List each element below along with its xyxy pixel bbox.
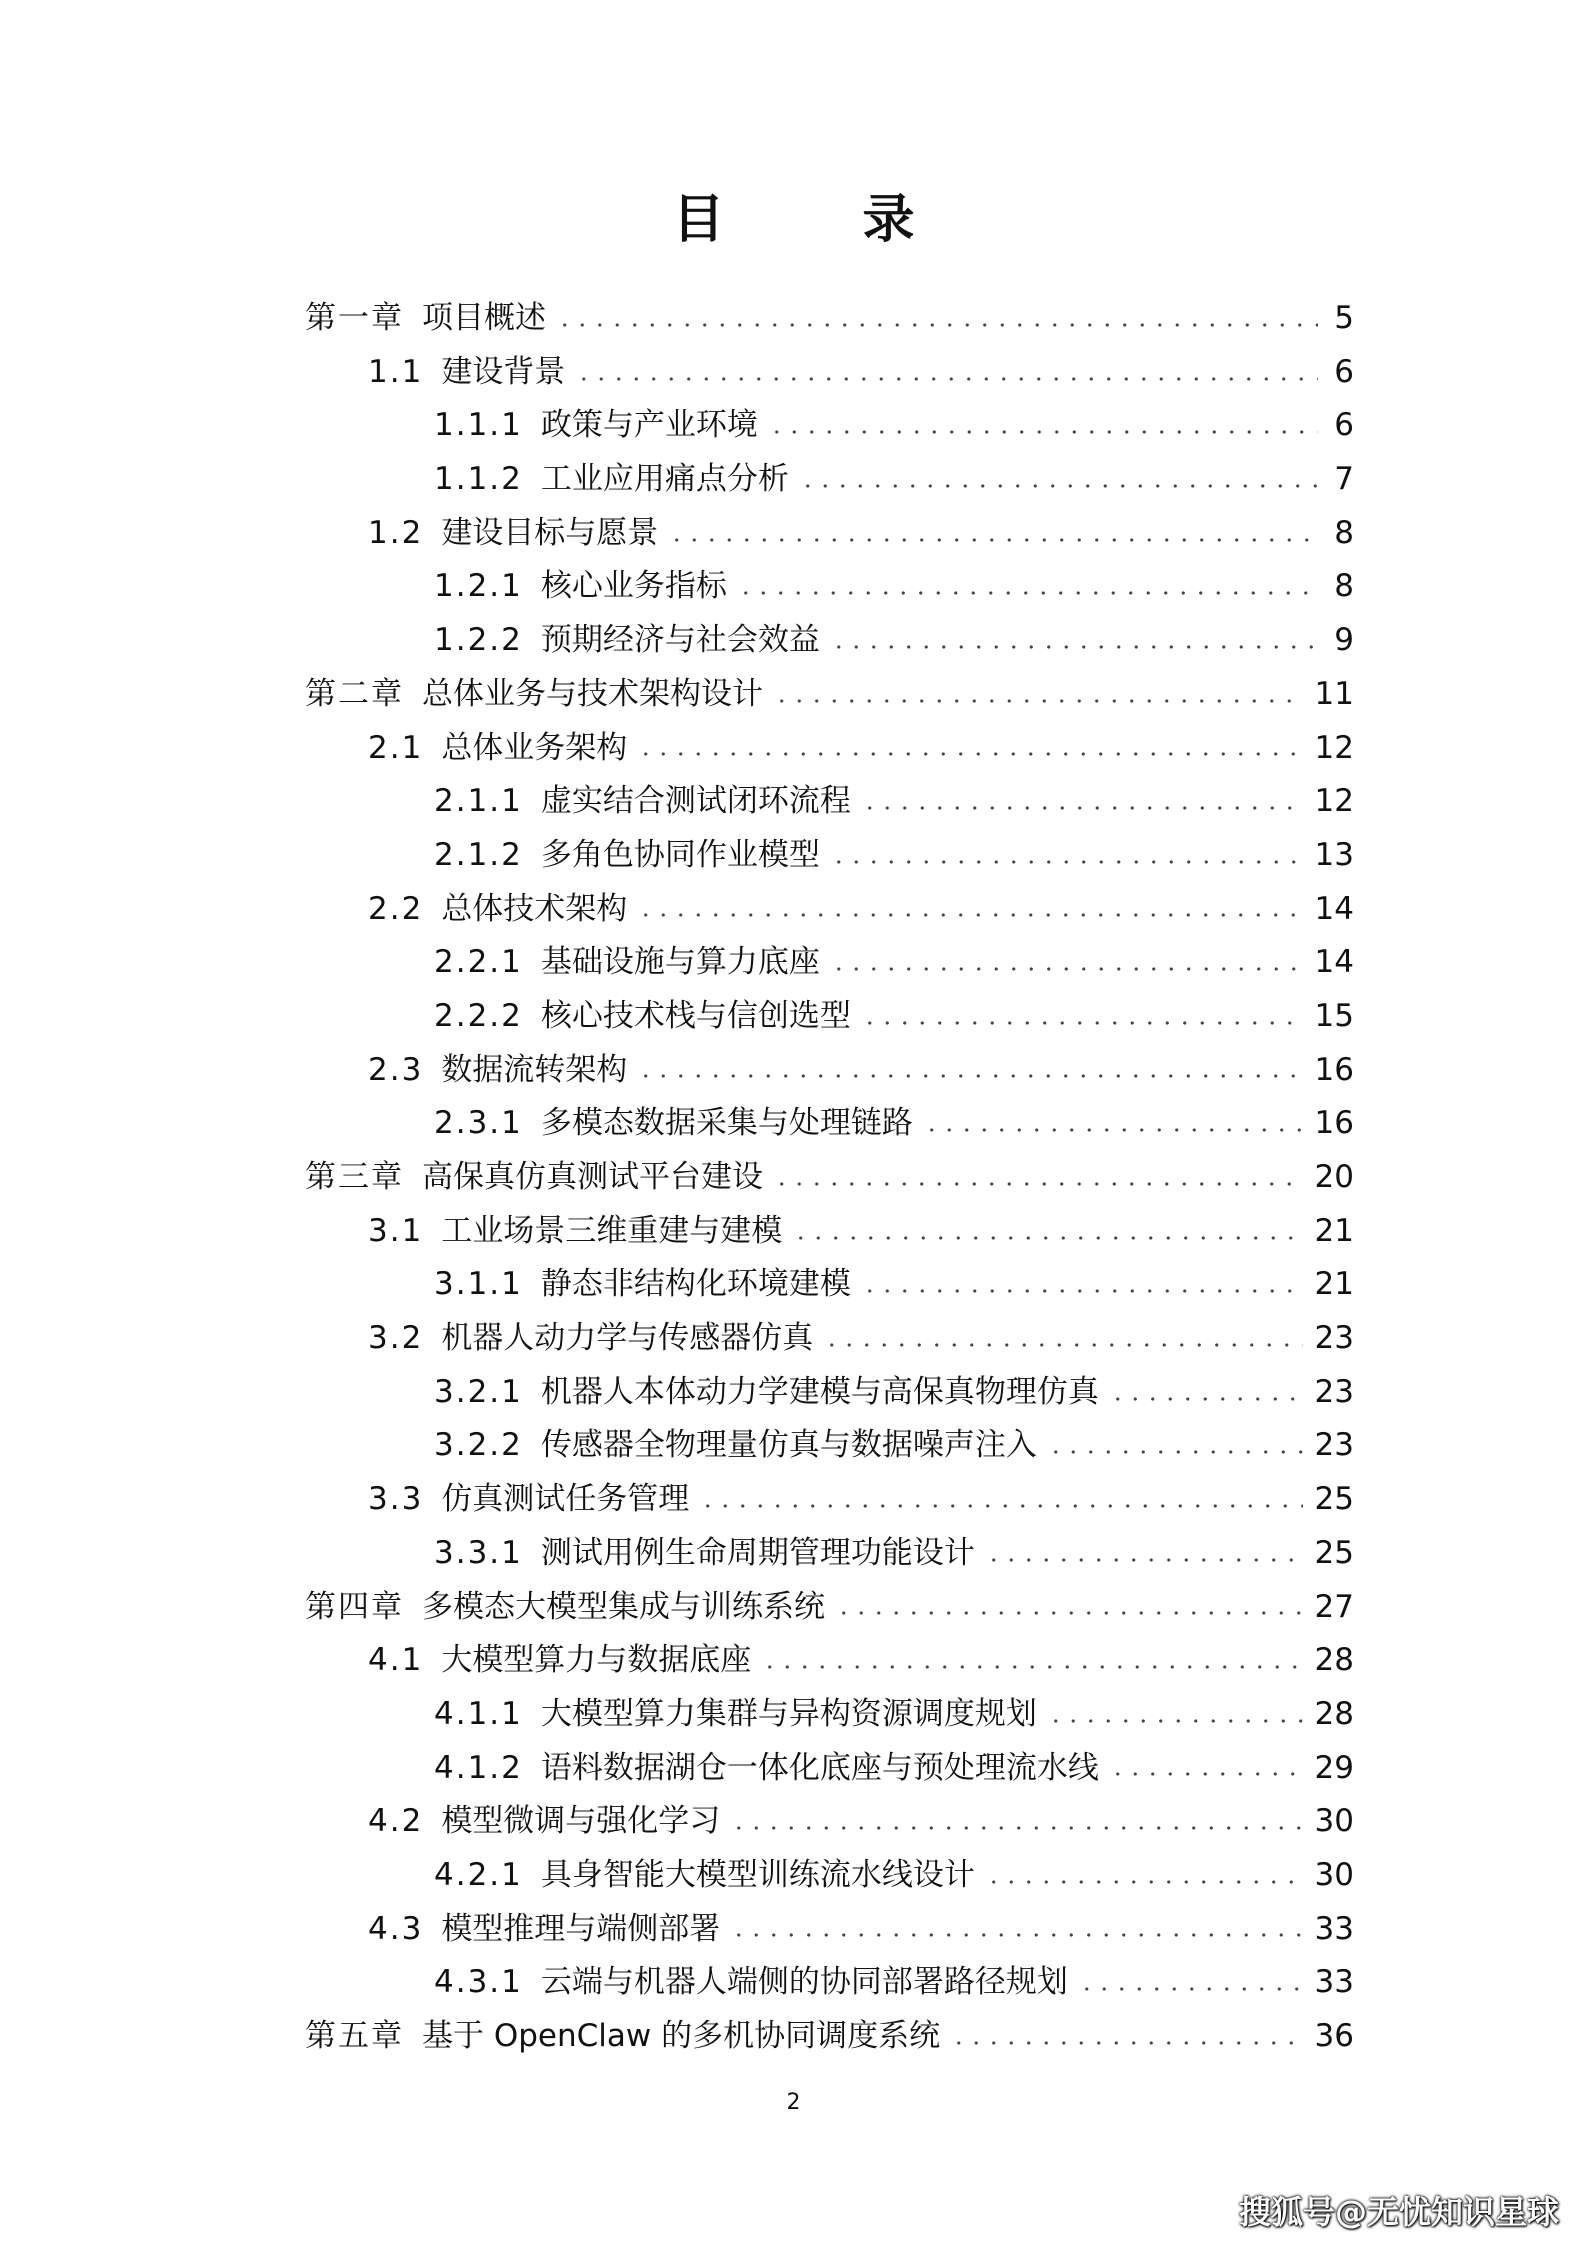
dot-leader	[861, 1286, 1303, 1296]
toc-entry-page: 9	[1334, 622, 1354, 659]
toc-entry-number: 3.1	[368, 1212, 424, 1249]
toc-entry[interactable]	[305, 1688, 1354, 1742]
toc-entry-number: 第四章	[305, 1588, 404, 1625]
toc-entry-page: 8	[1334, 514, 1354, 551]
toc-entry-label: 具身智能大模型训练流水线设计	[540, 1856, 975, 1893]
dot-leader	[792, 1233, 1302, 1243]
toc-entry-page: 7	[1334, 461, 1354, 498]
dot-leader	[950, 2038, 1302, 2048]
toc-entry-label: 工业场景三维重建与建模	[441, 1212, 783, 1249]
toc-entry-label: 政策与产业环境	[540, 407, 758, 444]
toc-entry-page: 30	[1314, 1856, 1354, 1893]
toc-entry[interactable]	[305, 1849, 1354, 1903]
toc-entry[interactable]	[305, 1312, 1354, 1366]
toc-entry-page: 33	[1314, 1910, 1354, 1947]
toc-entry-label: 核心业务指标	[540, 568, 727, 605]
dot-leader	[1109, 1769, 1303, 1779]
toc-entry[interactable]	[305, 453, 1354, 507]
toc-entry[interactable]	[305, 346, 1354, 400]
toc-entry-number: 1.2	[368, 514, 424, 551]
toc-entry-number: 4.1.1	[434, 1695, 523, 1732]
toc-entry-label: 仿真测试任务管理	[441, 1481, 690, 1518]
toc-entry-page: 15	[1314, 997, 1354, 1034]
toc-entry-page: 23	[1314, 1320, 1354, 1357]
toc-entry-label: 总体技术架构	[441, 890, 628, 927]
toc-entry-number: 第二章	[305, 675, 404, 712]
toc-entry[interactable]	[305, 1205, 1354, 1259]
toc-entry-page: 8	[1334, 568, 1354, 605]
toc-entry-label: 机器人本体动力学建模与高保真物理仿真	[540, 1373, 1099, 1410]
toc-entry-number: 3.1.1	[434, 1266, 523, 1303]
toc-entry-page: 23	[1314, 1427, 1354, 1464]
dot-leader	[773, 696, 1303, 706]
toc-entry[interactable]	[305, 1366, 1354, 1420]
toc-entry[interactable]	[305, 1742, 1354, 1796]
toc-entry-number: 第三章	[305, 1159, 404, 1195]
toc-entry-number: 2.2.2	[434, 997, 523, 1034]
toc-entry-page: 12	[1314, 729, 1354, 766]
toc-entry-page: 28	[1314, 1695, 1354, 1732]
dot-leader	[699, 1501, 1302, 1511]
toc-entry[interactable]	[305, 1956, 1354, 2010]
dot-leader	[761, 1662, 1302, 1672]
toc-entry-page: 16	[1314, 1105, 1354, 1142]
toc-entry-number: 第五章	[305, 2018, 404, 2054]
toc-entry[interactable]	[305, 507, 1354, 561]
toc-entry[interactable]	[305, 1634, 1354, 1688]
table-of-contents	[305, 292, 1354, 2064]
page-number: 2	[786, 2090, 801, 2115]
toc-entry-number: 1.1	[368, 353, 424, 390]
toc-entry-page: 11	[1314, 675, 1354, 712]
dot-leader	[1047, 1447, 1303, 1457]
toc-entry-page: 21	[1314, 1266, 1354, 1303]
toc-entry-label: 核心技术栈与信创选型	[540, 997, 851, 1034]
toc-entry[interactable]	[305, 1258, 1354, 1312]
toc-entry-label: 项目概述	[422, 300, 546, 336]
toc-entry-label: 静态非结构化环境建模	[540, 1266, 851, 1303]
toc-entry-page: 13	[1314, 836, 1354, 873]
toc-entry-page: 21	[1314, 1212, 1354, 1249]
toc-entry[interactable]	[305, 990, 1354, 1044]
toc-entry-page: 36	[1314, 2018, 1354, 2054]
toc-entry[interactable]	[305, 1527, 1354, 1581]
toc-entry-number: 2.1	[368, 729, 424, 766]
toc-entry-label: 多模态数据采集与处理链路	[540, 1105, 913, 1142]
dot-leader	[773, 1179, 1303, 1189]
toc-entry[interactable]	[305, 1419, 1354, 1473]
toc-entry[interactable]	[305, 1044, 1354, 1098]
dot-leader	[1047, 1716, 1303, 1726]
toc-entry-page: 5	[1334, 300, 1354, 336]
toc-entry-page: 20	[1314, 1159, 1354, 1195]
toc-entry-number: 1.2.2	[434, 622, 523, 659]
toc-entry[interactable]	[305, 883, 1354, 937]
toc-entry[interactable]	[305, 560, 1354, 614]
toc-entry-label: 总体业务与技术架构设计	[422, 675, 763, 712]
toc-entry-label: 模型推理与端侧部署	[441, 1910, 721, 1947]
page-title: 目 录	[672, 190, 975, 250]
toc-entry-page: 23	[1314, 1373, 1354, 1410]
dot-leader	[668, 535, 1318, 545]
toc-entry-label: 语料数据湖仓一体化底座与预处理流水线	[540, 1749, 1099, 1786]
dot-leader	[730, 1823, 1302, 1833]
toc-entry-number: 4.2.1	[434, 1856, 523, 1893]
dot-leader	[799, 481, 1318, 491]
toc-entry-page: 6	[1334, 407, 1354, 444]
toc-entry-number: 2.3	[368, 1051, 424, 1088]
toc-entry-label: 工业应用痛点分析	[540, 461, 789, 498]
toc-entry[interactable]	[305, 1473, 1354, 1527]
dot-leader	[1078, 1984, 1303, 1994]
dot-leader	[861, 803, 1303, 813]
toc-entry-number: 4.2	[368, 1803, 424, 1840]
toc-entry-number: 1.2.1	[434, 568, 523, 605]
toc-entry-label: 模型微调与强化学习	[441, 1803, 721, 1840]
dot-leader	[637, 1071, 1302, 1081]
toc-entry-page: 29	[1314, 1749, 1354, 1786]
toc-entry-number: 3.3	[368, 1481, 424, 1518]
toc-entry-number: 3.3.1	[434, 1534, 523, 1571]
dot-leader	[737, 588, 1318, 598]
dot-leader	[985, 1555, 1303, 1565]
toc-entry-label: 传感器全物理量仿真与数据噪声注入	[540, 1427, 1037, 1464]
toc-entry-number: 2.2.1	[434, 944, 523, 981]
toc-entry-number: 2.2	[368, 890, 424, 927]
toc-entry-page: 6	[1334, 353, 1354, 390]
watermark: 搜狐号@无忧知识星球	[1238, 2193, 1559, 2231]
toc-entry-label: 多角色协同作业模型	[540, 836, 820, 873]
toc-entry[interactable]	[305, 722, 1354, 776]
toc-entry-label: 虚实结合测试闭环流程	[540, 783, 851, 820]
toc-entry-number: 4.3	[368, 1910, 424, 1947]
toc-entry[interactable]	[305, 1581, 1354, 1635]
toc-entry-label: 云端与机器人端侧的协同部署路径规划	[540, 1964, 1068, 2001]
toc-entry[interactable]	[305, 399, 1354, 453]
dot-leader	[830, 642, 1318, 652]
toc-entry[interactable]	[305, 1795, 1354, 1849]
toc-entry-number: 1.1.2	[434, 461, 523, 498]
dot-leader	[985, 1877, 1303, 1887]
dot-leader	[830, 964, 1303, 974]
dot-leader	[768, 427, 1318, 437]
dot-leader	[861, 1018, 1303, 1028]
toc-entry-label: 总体业务架构	[441, 729, 628, 766]
toc-entry-number: 4.1	[368, 1642, 424, 1679]
dot-leader	[835, 1608, 1303, 1618]
toc-entry-page: 28	[1314, 1642, 1354, 1679]
toc-entry-label: 建设背景	[441, 353, 566, 390]
toc-entry-number: 2.1.2	[434, 836, 523, 873]
toc-entry-number: 第一章	[305, 300, 404, 336]
toc-entry-label: 多模态大模型集成与训练系统	[422, 1588, 825, 1625]
toc-entry[interactable]	[305, 936, 1354, 990]
toc-entry-page: 25	[1314, 1481, 1354, 1518]
dot-leader	[823, 1340, 1302, 1350]
toc-entry-page: 16	[1314, 1051, 1354, 1088]
dot-leader	[637, 749, 1302, 759]
toc-entry-page: 30	[1314, 1803, 1354, 1840]
toc-entry[interactable]	[305, 1151, 1354, 1205]
toc-entry-page: 33	[1314, 1964, 1354, 2001]
dot-leader	[575, 374, 1318, 384]
toc-entry-label: 高保真仿真测试平台建设	[422, 1159, 763, 1195]
toc-entry[interactable]	[305, 1097, 1354, 1151]
dot-leader	[556, 320, 1318, 330]
toc-entry-label: 大模型算力与数据底座	[441, 1642, 752, 1679]
toc-entry-page: 25	[1314, 1534, 1354, 1571]
toc-entry-number: 2.3.1	[434, 1105, 523, 1142]
toc-entry-number: 2.1.1	[434, 783, 523, 820]
toc-entry-page: 27	[1314, 1588, 1354, 1625]
toc-entry-number: 1.1.1	[434, 407, 523, 444]
toc-entry-number: 3.2.1	[434, 1373, 523, 1410]
toc-entry-label: 基础设施与算力底座	[540, 944, 820, 981]
toc-entry-label: 建设目标与愿景	[441, 514, 659, 551]
dot-leader	[1109, 1394, 1303, 1404]
toc-entry[interactable]	[305, 2010, 1354, 2064]
toc-entry[interactable]	[305, 668, 1354, 722]
toc-entry[interactable]	[305, 292, 1354, 346]
toc-entry[interactable]	[305, 829, 1354, 883]
toc-entry-page: 14	[1314, 890, 1354, 927]
dot-leader	[730, 1930, 1302, 1940]
toc-entry[interactable]	[305, 775, 1354, 829]
toc-entry-number: 4.3.1	[434, 1964, 523, 2001]
toc-entry-page: 14	[1314, 944, 1354, 981]
dot-leader	[923, 1125, 1303, 1135]
toc-entry-number: 3.2	[368, 1320, 424, 1357]
toc-entry-label: 机器人动力学与传感器仿真	[441, 1320, 814, 1357]
toc-entry-label: 测试用例生命周期管理功能设计	[540, 1534, 975, 1571]
dot-leader	[637, 910, 1302, 920]
toc-entry-label: 基于 OpenClaw 的多机协同调度系统	[422, 2018, 941, 2054]
toc-entry-number: 4.1.2	[434, 1749, 523, 1786]
toc-entry[interactable]	[305, 1903, 1354, 1957]
toc-entry-label: 预期经济与社会效益	[540, 622, 820, 659]
toc-entry-page: 12	[1314, 783, 1354, 820]
dot-leader	[830, 857, 1303, 867]
toc-entry-label: 数据流转架构	[441, 1051, 628, 1088]
toc-entry-label: 大模型算力集群与异构资源调度规划	[540, 1695, 1037, 1732]
toc-entry[interactable]	[305, 614, 1354, 668]
toc-entry-number: 3.2.2	[434, 1427, 523, 1464]
